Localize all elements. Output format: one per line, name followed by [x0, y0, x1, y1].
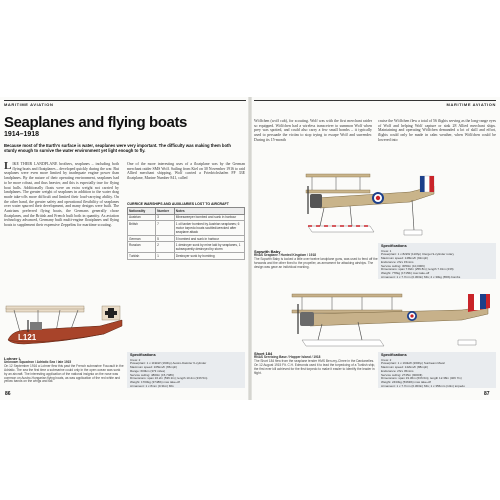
page-subtitle-years: 1914–1918: [4, 131, 40, 138]
spec-row: Powerplant: 1 x 119kW (160hp) Austro-Daimler 6-cylinder: [130, 362, 207, 366]
spec-row: Armament: 1 x 7.7mm (0.303in) MG; 2 x 30kg (65lb) bombs: [381, 275, 461, 279]
table-cell: Minesweeper bombed and sunk in harbour: [174, 214, 244, 221]
body-column-1: [4, 162, 119, 228]
short-caption-text: The Short 184 flew from the seaplane tender HMS Ben-my-Chree in the Dardanelles. On 12 August 1915 Flt. C.H. Edmonds used it to lead the torpedoing of a Turkish ship, the first ever kill achieved for the first torpedo to make it easier to identify the leader in flight.: [254, 358, 376, 375]
table-cell: British: [128, 221, 156, 236]
table-cell: Turkish: [128, 252, 156, 259]
spec-row: Weight: 778kg (1715lb) max take-off: [381, 271, 430, 275]
spec-row: Armament: 1 x 7.7mm (0.303in) MG; 1 x 356mm (14in) torpedo: [381, 384, 465, 388]
short-caption-title: Short 184: [254, 351, 273, 356]
table-header-row: [128, 208, 245, 215]
spec-row: Endurance: 2hrs 15mins: [381, 260, 414, 264]
table-cell: German: [128, 235, 156, 242]
page-gutter: [248, 97, 252, 400]
spec-row: Dimensions: span 16.2m (53ft 2in); length 10.2m (33ft 5in): [130, 377, 208, 381]
sopwith-caption-unit: RNAS Seaplane / Hunted Kingdom / 1918: [254, 252, 316, 257]
spec-row: Service ceiling: 3050m (10,000ft): [381, 264, 425, 268]
running-head-right: MARITIME AVIATION: [254, 100, 496, 110]
spec-row: Maximum speed: 105km/h (65mph): [130, 366, 178, 370]
intro-paragraph: Because most of the Earth’s surface is water, seaplanes were very important. The difficulty was making them both sturdy enough to survive the water environment yet light enough to fly.: [4, 143, 231, 153]
spec-row: Dimensions: span 19.36m (63ft 6in); length 12.38m (40ft 7in): [381, 377, 462, 381]
hull-serial-label: L121: [18, 333, 37, 342]
table-row: [128, 252, 245, 259]
lohner-caption-title: Lohner L: [4, 356, 22, 361]
table-cell: Austrian: [128, 214, 156, 221]
short-184-caption: [254, 352, 378, 375]
spec-row: Crew: 1: [381, 249, 392, 253]
body-text-1: IKE THEIR LANDPLANE brothers, seaplanes – including both flying boats and floatplanes – developed quickly during the war. But seaplanes were even more limited by inadequate engine power than landplanes. By the nature of their operating environment, seaplanes had to be more robust, and thus heavier, and this is especially true for flying boat hulls. Additionally floats were an extra weight not carried by landplanes. The greater weight of seaplanes in addition to the water drag made take-offs more difficult and limited their load-carrying ability. On the other hand, the greater safety and operational flexibility of seaplanes over water spurred their development, and many designs were built. The Austrians preferred flying boats, the Germans generally chose floatplanes, and the British and French built both in quantity. As aviation technology advanced, Germany built multi-engine floatplanes and flying boats to supplement their expensive Zeppelins for maritime scouting.: [4, 162, 119, 228]
sopwith-baby-illustration: [300, 168, 440, 244]
table-cell: 1 destroyer sunk by mine laid by seaplanes, 1 subsequently destroyed by storm: [174, 242, 244, 253]
page-number-right: 87: [484, 391, 490, 397]
lohner-specifications: [127, 352, 245, 388]
spec-row: Powerplant: 1 x 82kW (110hp) Clerget 9-cylinder rotary: [381, 253, 454, 257]
table-cell: Russian: [128, 242, 156, 253]
short-184-specifications: [378, 352, 496, 388]
table-cell: 1 oil tanker bombed by Austrian seaplanes; 6 motor torpedo boats scuttled/wrecked after seaplane attack: [174, 221, 244, 236]
spec-row: Armament: 1 x 8mm (0.31in) MG: [130, 384, 174, 388]
table-cell: 1: [156, 252, 175, 259]
spec-row: Endurance: 2hrs 45mins: [381, 369, 414, 373]
page-number-left: 86: [5, 391, 11, 397]
spec-row: Maximum speed: 148km/h (92mph): [381, 257, 429, 261]
table-cell: Destroyer sunk by bombing: [174, 252, 244, 259]
table-header-nationality: Nationality: [128, 208, 156, 215]
lohner-caption-text: On 12 September 1916 a Lohner flew this past the French submarine Foucault in the Adriatic. The sea the first time a submarine could only in the open ocean was sunk by an aircraft. The interesting application of the national insignia on the nose was common on Austro-Hungarian flying boats, as was application of the red white and yellow bands on the wings and tail.: [4, 363, 124, 384]
lohner-caption-unit: Unknown Squadron / Adriatic Sea / late 1915: [4, 359, 72, 364]
spec-row: Weight: 2433kg (5363lb) max take-off: [381, 380, 431, 384]
body-column-2: One of the more interesting uses of a floatplane was by the German merchant raider SMS Wolf. Sailing from Kiel on 30 November 1916 to raid Allied merchant shipping, Wolf carried a Friedrichshafen FF 33E floatplane, Marine Number 841, called: [127, 162, 245, 181]
sopwith-caption-text: The Sopwith Baby is looked a little over twelve landplane guns, was used to fend off the forwards and the other fixed to the propeller, as armament for attacking airships. The design was gave an individual marking.: [254, 256, 378, 269]
table-cell: 7: [156, 221, 175, 236]
spec-row: Dimensions: span 7.82m (25ft 8in); length 7.01m (23ft): [381, 268, 454, 272]
sopwith-baby-caption: [254, 250, 378, 270]
table-row: [128, 235, 245, 242]
spec-row: Maximum speed: 142km/h (88mph): [381, 366, 429, 370]
running-head-left: MARITIME AVIATION: [4, 100, 246, 110]
spec-row: Weight: 1700kg (3748lb) max take-off: [130, 380, 180, 384]
sopwith-caption-title: Sopwith Baby: [254, 249, 281, 254]
lohner-flying-boat-illustration: [4, 296, 126, 354]
short-184-illustration: [262, 290, 496, 350]
table-row: [128, 242, 245, 253]
spec-row: Range: 600km (373 miles): [130, 369, 166, 373]
table-cell: 3: [156, 214, 175, 221]
table-cell: 2: [156, 242, 175, 253]
drop-cap: L: [4, 160, 12, 172]
body-column-4: cruise the Wölfchen flew a total of 56 flights serving as the long-range eyes of Wolf and helping Wolf capture or sink 28 Allied merchant ships. Maintaining and operating Wölfchen demanded a lot of skill and effort, flights could only be made in calm weather, when Wölfchen could be lowered into: [378, 119, 496, 142]
short-caption-unit: RNAS Servicing Base / Hopper Island / 1918: [254, 354, 321, 359]
table-row: [128, 221, 245, 236]
spec-title: Specifications: [130, 353, 156, 357]
spec-title: Specifications: [381, 353, 407, 357]
losses-table: [127, 207, 245, 260]
spec-row: Crew: 2: [381, 358, 392, 362]
table-cell: 5 bombed and sunk in harbour: [174, 235, 244, 242]
table-header-notes: Notes: [174, 208, 244, 215]
sopwith-specifications: [378, 243, 496, 279]
table-header-number: Number: [156, 208, 175, 215]
table-cell: 5: [156, 235, 175, 242]
spec-row: Powerplant: 1 x 194kW (260hp) Sunbeam Maori: [381, 362, 446, 366]
spec-row: Crew: 2: [130, 358, 141, 362]
table-row: [128, 214, 245, 221]
lohner-caption: [4, 357, 124, 384]
body-column-3: Wölfchen (wolf cub), for scouting. Wolf was with the first merchant raider so equipped. Wölfchen had a wireless transceiver to summon Wolf when prey was spotted, and could also carry a few small bombs – it typically used to persuade the victim to stop trying to escape Wolf and surrender. During its 15-month: [254, 119, 372, 142]
spec-row: Service ceiling: 4800m (15,748ft): [130, 373, 174, 377]
spec-title: Specifications: [381, 244, 407, 248]
page-title: Seaplanes and flying boats: [4, 114, 187, 131]
spec-row: Service ceiling: 2745m (9000ft): [381, 373, 423, 377]
table-title: CURRICE WARSHIPS AND AUXILIARIES LOST TO AIRCRAFT: [127, 202, 229, 206]
